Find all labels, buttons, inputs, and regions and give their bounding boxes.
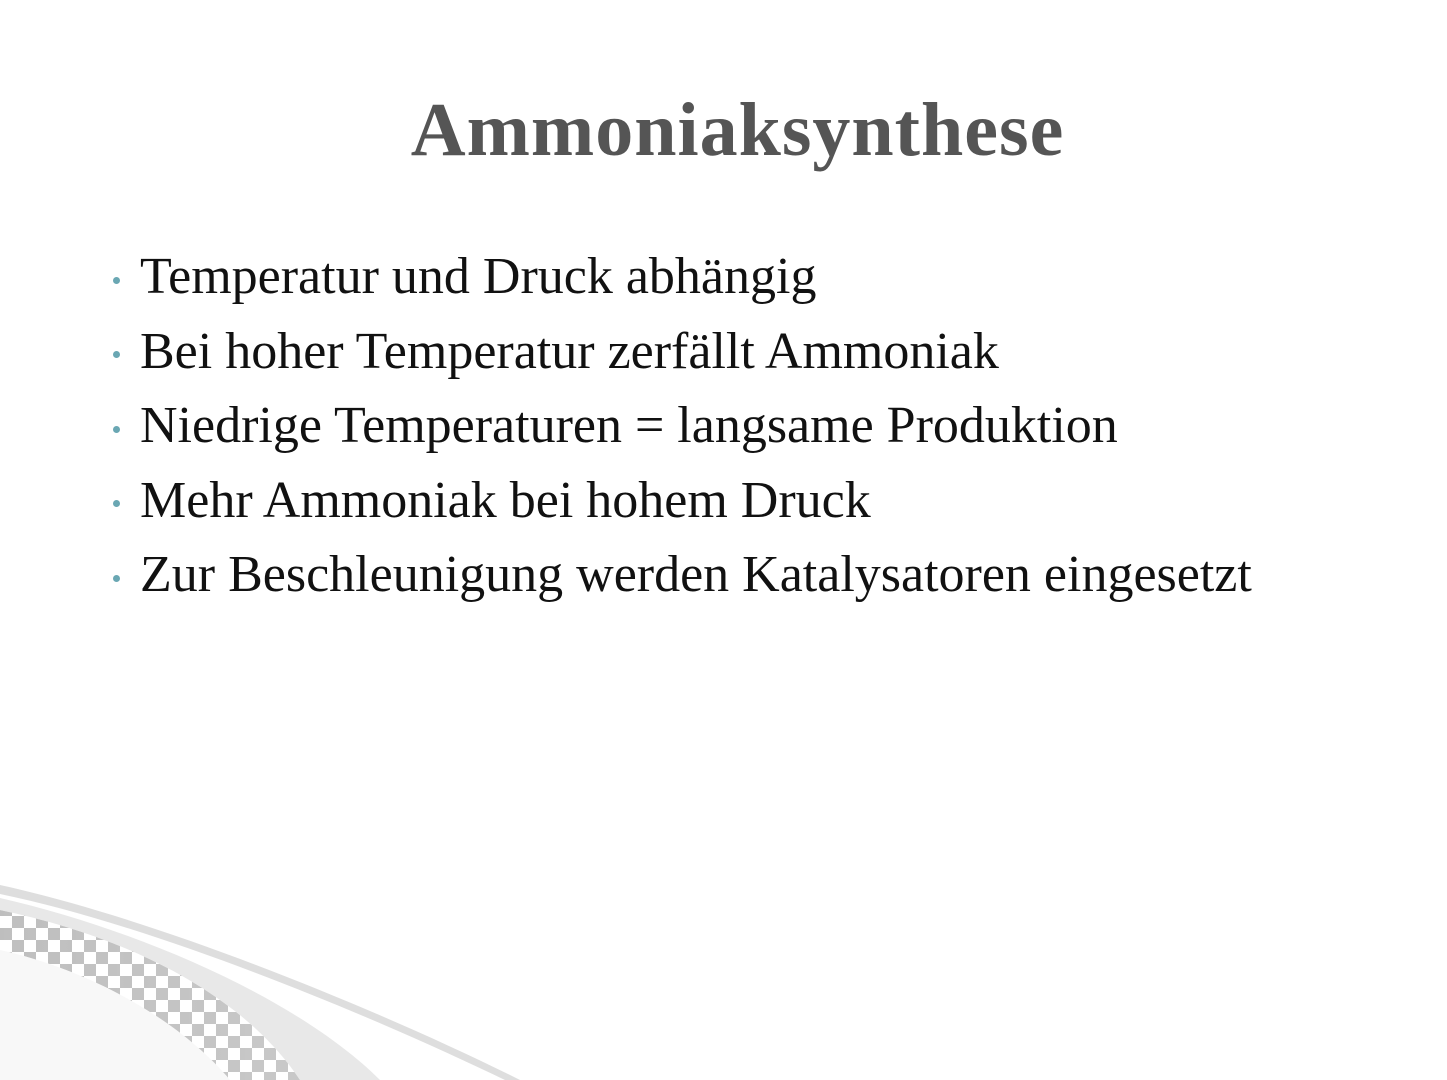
list-item xyxy=(100,389,1252,464)
bullet-list xyxy=(100,240,1252,613)
bullet-dot-icon xyxy=(113,277,120,284)
list-item xyxy=(100,315,1252,390)
slide-title: Ammoniaksynthese xyxy=(410,88,1065,172)
bullet-text: Zur Beschleunigung werden Katalysatoren eingesetzt xyxy=(140,546,1252,604)
list-item xyxy=(100,240,1252,315)
bullet-text: Temperatur und Druck abhängig xyxy=(140,248,817,306)
bullet-dot-icon xyxy=(113,426,120,433)
bullet-dot-icon xyxy=(113,575,120,582)
list-item xyxy=(100,538,1252,613)
checkered-wave-decoration-icon xyxy=(0,880,560,1080)
bullet-text: Bei hoher Temperatur zerfällt Ammoniak xyxy=(140,322,999,380)
list-item xyxy=(100,464,1252,539)
bullet-text: Mehr Ammoniak bei hohem Druck xyxy=(140,471,871,529)
bullet-text: Niedrige Temperaturen = langsame Produktion xyxy=(140,397,1118,455)
bullet-dot-icon xyxy=(113,500,120,507)
bullet-dot-icon xyxy=(113,351,120,358)
